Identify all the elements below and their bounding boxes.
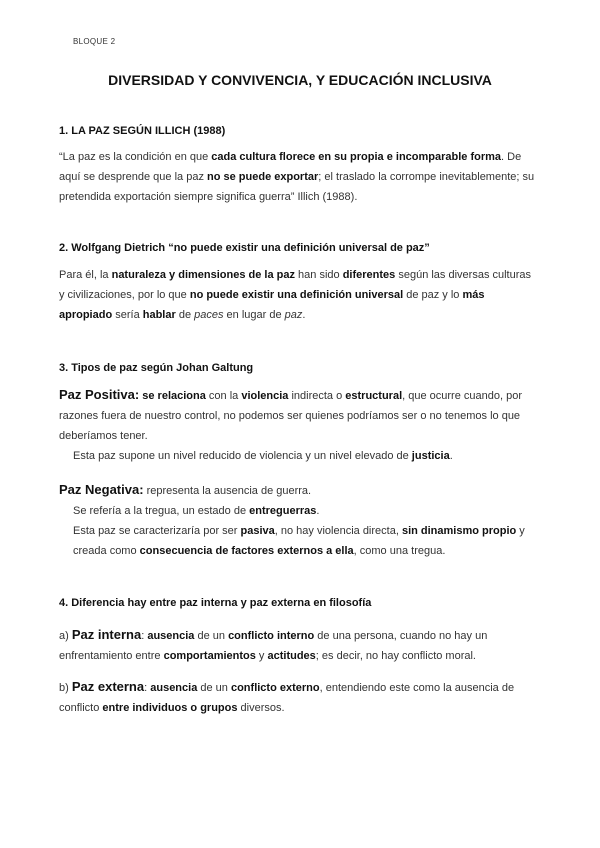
section-1-paragraph	[59, 147, 539, 207]
text: “La paz es la condición en que	[59, 151, 212, 163]
list-prefix: b)	[59, 682, 72, 694]
text: según las diversas culturas y civilizaciones, por lo que	[59, 269, 532, 301]
text: de una persona, cuando no hay un enfrentamiento entre	[59, 630, 488, 662]
text: :	[144, 682, 151, 694]
text: representa la ausencia de guerra.	[143, 485, 312, 497]
paz-positiva-label: Paz Positiva:	[59, 387, 140, 402]
document-title: DIVERSIDAD Y CONVIVENCIA, Y EDUCACIÓN INCLUSIVA	[108, 72, 492, 88]
paz-negativa-label: Paz Negativa:	[59, 482, 144, 497]
italic-text: paces	[194, 309, 224, 321]
italic-text: paz	[284, 309, 303, 321]
section-3-heading: 3. Tipos de paz según Johan Galtung	[59, 362, 254, 374]
bold-text: ausencia	[150, 682, 198, 694]
paz-positiva-note	[59, 446, 539, 466]
bold-text: actitudes	[267, 650, 316, 662]
bold-text: consecuencia de factores externos a ella	[139, 545, 354, 557]
bold-text: naturaleza y dimensiones de la paz	[111, 269, 295, 281]
bold-text: ausencia	[147, 630, 195, 642]
text: .	[302, 309, 306, 321]
bold-text: pasiva	[240, 525, 275, 537]
text: , no hay violencia directa,	[274, 525, 402, 537]
text: ; el traslado la corrompe inevitablemente; su pretendida exportación siempre significa guerra” Illich (1988).	[59, 171, 535, 203]
text: de un	[194, 630, 229, 642]
text: sería	[112, 309, 143, 321]
section-2-heading: 2. Wolfgang Dietrich “no puede existir una definición universal de paz”	[59, 242, 430, 254]
bold-text: no se puede exportar	[207, 171, 319, 183]
section-1-heading: 1. LA PAZ SEGÚN ILLICH (1988)	[59, 125, 226, 137]
bold-text: más apropiado	[59, 289, 485, 321]
paz-negativa-paragraph	[59, 480, 539, 561]
text: con la	[205, 390, 242, 402]
bold-text: no puede existir una definición universal	[189, 289, 404, 301]
text: y	[255, 650, 268, 662]
text: diversos.	[237, 702, 285, 714]
text: .	[449, 450, 453, 462]
bold-text: se relaciona	[139, 390, 206, 402]
text: , como una tregua.	[353, 545, 446, 557]
paz-interna-paragraph	[59, 625, 539, 666]
paz-externa-paragraph	[59, 677, 539, 718]
text: . De aquí se desprende que la paz	[59, 151, 522, 183]
bold-text: justicia	[411, 450, 450, 462]
text: ; es decir, no hay conflicto moral.	[315, 650, 476, 662]
bold-text: comportamientos	[163, 650, 256, 662]
text: Se refería a la tregua, un estado de	[73, 505, 250, 517]
text: indirecta o	[288, 390, 346, 402]
bold-text: conflicto externo	[230, 682, 320, 694]
bold-text: hablar	[142, 309, 176, 321]
section-2-paragraph	[59, 265, 539, 325]
paz-interna-label: Paz interna	[71, 627, 142, 642]
text: en lugar de	[223, 309, 285, 321]
paz-positiva-paragraph	[59, 385, 539, 466]
text: han sido	[295, 269, 343, 281]
bold-text: diferentes	[342, 269, 396, 281]
bold-text: violencia	[241, 390, 289, 402]
list-prefix: a)	[59, 630, 72, 642]
text: de	[175, 309, 195, 321]
text: Esta paz supone un nivel reducido de violencia y un nivel elevado de	[73, 450, 412, 462]
text: :	[141, 630, 148, 642]
text: de un	[197, 682, 231, 694]
bold-text: entreguerras	[249, 505, 317, 517]
bold-text: entre individuos o grupos	[102, 702, 238, 714]
header-label: BLOQUE 2	[73, 37, 116, 46]
paz-externa-label: Paz externa	[71, 679, 145, 694]
section-4-heading: 4. Diferencia hay entre paz interna y paz externa en filosofía	[59, 597, 372, 609]
text: , entendiendo este como la ausencia de conflicto	[59, 682, 515, 714]
bold-text: estructural	[345, 390, 403, 402]
text: y creada como	[73, 525, 525, 557]
bold-text: sin dinamismo propio	[401, 525, 517, 537]
bold-text: cada cultura florece en su propia e incomparable forma	[211, 151, 502, 163]
text: Para él, la	[59, 269, 112, 281]
text: de paz y lo	[403, 289, 463, 301]
text: .	[316, 505, 320, 517]
paz-negativa-note-1	[59, 501, 539, 521]
paz-negativa-note-2	[59, 521, 539, 561]
bold-text: conflicto interno	[228, 630, 315, 642]
text: Esta paz se caracterizaría por ser	[73, 525, 241, 537]
text: , que ocurre cuando, por razones fuera de nuestro control, no podemos ser quienes podríamos ser o no tenemos lo que deberíamos tener.	[59, 390, 522, 442]
